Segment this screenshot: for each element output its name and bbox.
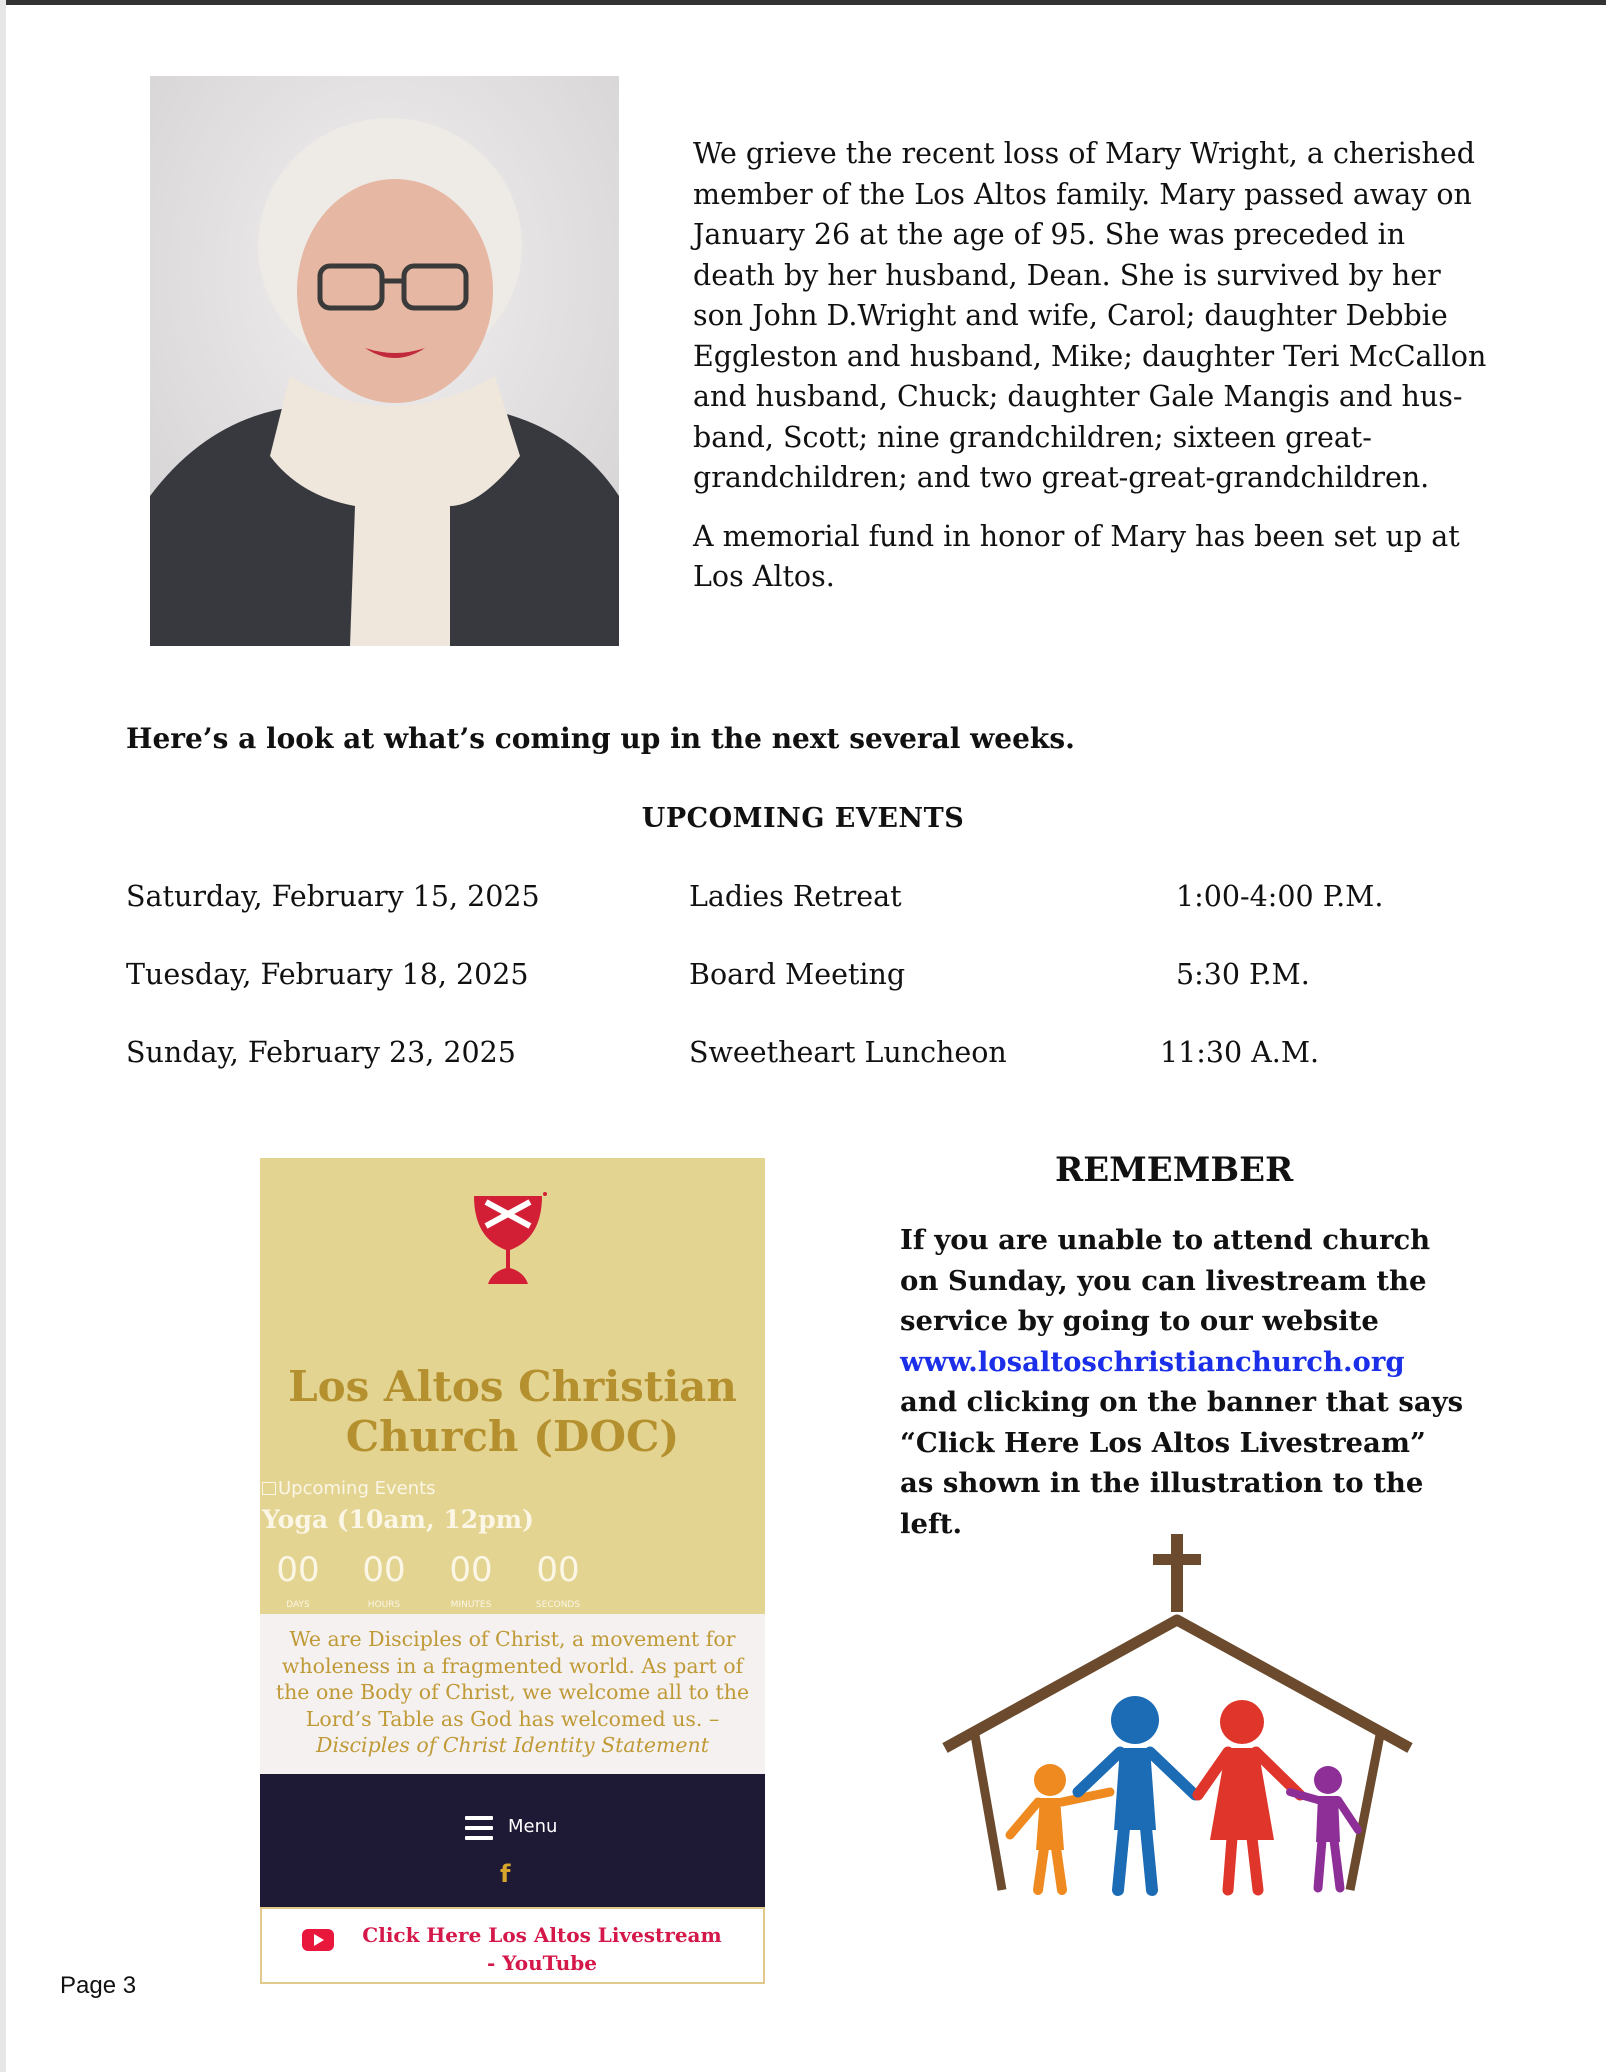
coming-up-heading: Here’s a look at what’s coming up in the next several weeks. <box>126 722 1075 755</box>
obituary-paragraph-2: A memorial fund in honor of Mary has been set up at Los Altos. <box>693 519 1460 593</box>
event-row <box>0 880 1606 920</box>
events-title: UPCOMING EVENTS <box>641 803 965 834</box>
event-name: Ladies Retreat <box>689 880 902 913</box>
event-time: 1:00-4:00 P.M. <box>1176 880 1384 913</box>
event-time: 11:30 A.M. <box>1160 1036 1320 1069</box>
youtube-icon <box>302 1929 334 1951</box>
countdown-days-label: DAYS <box>286 1600 310 1610</box>
upcoming-events-label[interactable]: Upcoming Events <box>262 1478 436 1499</box>
countdown-hours-label: HOURS <box>367 1600 401 1610</box>
event-time: 5:30 P.M. <box>1176 958 1310 991</box>
event-date: Saturday, February 15, 2025 <box>126 880 540 913</box>
menu-button[interactable]: Menu <box>508 1816 558 1837</box>
remember-title: REMEMBER <box>1055 1150 1294 1190</box>
featured-event[interactable]: Yoga (10am, 12pm) <box>262 1505 534 1534</box>
calendar-icon <box>262 1482 276 1495</box>
top-border <box>0 0 1606 5</box>
event-row <box>0 958 1606 998</box>
countdown-days: 00 <box>276 1550 320 1590</box>
page-number: Page 3 <box>60 1972 137 1999</box>
event-row <box>0 1036 1606 1076</box>
website-link[interactable]: www.losaltoschristianchurch.org <box>900 1345 1405 1378</box>
event-name: Board Meeting <box>689 958 906 991</box>
obituary-paragraph-1: We grieve the recent loss of Mary Wright, a cherished member of the Los Altos family. Mary passed away on January 26 at the age of 95. She was preceded in death by her husband, Dean. She is survived by her son John D.Wright and wife, Carol; daughter Debbie Eggleston and husband, Mike; daughter Teri McCallon and husband, Chuck; daughter Gale Mangis and hus- band, Scott; nine grandchildren; sixteen great- grandchildren; and two great-great-grandchildren. <box>693 137 1487 494</box>
countdown-seconds: 00 <box>536 1550 580 1590</box>
event-date: Sunday, February 23, 2025 <box>126 1036 516 1069</box>
chalice-logo-icon <box>468 1188 548 1288</box>
hamburger-menu-icon[interactable] <box>465 1816 493 1840</box>
livestream-banner[interactable] <box>260 1907 765 1984</box>
mission-source: Disciples of Christ Identity Statement <box>316 1733 709 1757</box>
website-illustration <box>260 1158 765 1984</box>
livestream-link[interactable]: Click Here Los Altos Livestream - YouTube <box>362 1923 722 1975</box>
countdown-minutes-label: MINUTES <box>450 1600 492 1610</box>
remember-text: If you are unable to attend church on Sunday, you can livestream the service by going to our website www.losaltoschristianchurch.org and clicking on the banner that says “Click Here Los Altos Livestream” as shown in the illustration to the left. <box>900 1224 1464 1540</box>
mission-statement: We are Disciples of Christ, a movement for wholeness in a fragmented world. As part of the one Body of Christ, we welcome all to the Lord’s Table as God has welcomed us. – Disciples of Christ Identity Statement <box>260 1614 765 1774</box>
obituary-text <box>693 134 1493 616</box>
site-nav-bar <box>260 1774 765 1907</box>
church-site-title: Los Altos Christian Church (DOC) <box>288 1362 737 1461</box>
countdown-seconds-label: SECONDS <box>535 1600 581 1610</box>
event-date: Tuesday, February 18, 2025 <box>126 958 529 991</box>
countdown-hours: 00 <box>362 1550 406 1590</box>
event-name: Sweetheart Luncheon <box>689 1036 1007 1069</box>
church-family-illustration <box>940 1530 1430 1900</box>
countdown-minutes: 00 <box>449 1550 493 1590</box>
portrait-photo <box>150 76 619 646</box>
facebook-icon[interactable]: f <box>500 1860 511 1888</box>
